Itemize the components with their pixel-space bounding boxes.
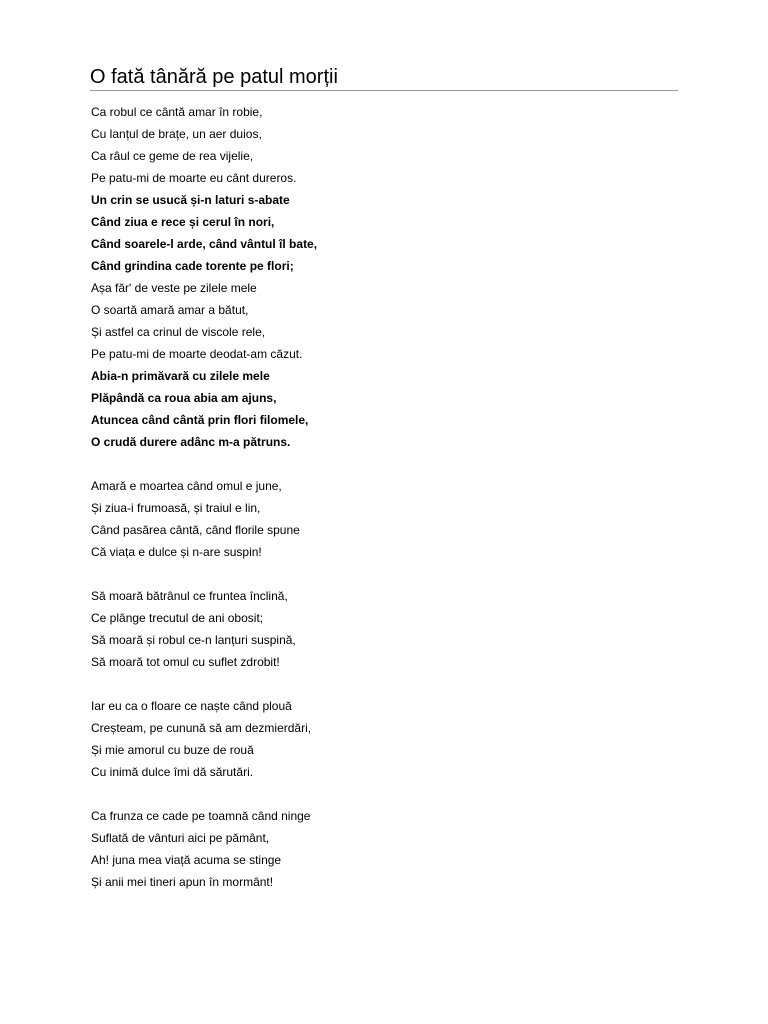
stanza [91,585,651,673]
poem-line: Și ziua-i frumoasă, și traiul e lin, [91,501,261,515]
stanza-gap [91,563,651,585]
stanza [91,805,651,893]
poem-line: Ca frunza ce cade pe toamnă când ninge [91,809,311,823]
poem-line: Ca râul ce geme de rea vijelie, [91,149,254,163]
poem-line: Plăpândă ca roua abia am ajuns, [91,391,277,405]
poem-line: Că viața e dulce și n-are suspin! [91,545,262,559]
poem-line: Atuncea când cântă prin flori filomele, [91,413,309,427]
poem-line: Creșteam, pe cunună să am dezmierdări, [91,721,312,735]
poem-line: Cu inimă dulce îmi dă sărutări. [91,765,254,779]
poem-line: Cu lanțul de brațe, un aer duios, [91,127,262,141]
poem-line: Amară e moartea când omul e june, [91,479,282,493]
poem-line: Să moară și robul ce-n lanțuri suspină, [91,633,296,647]
poem-line: Pe patu-mi de moarte eu cânt dureros. [91,171,297,185]
stanza-gap [91,453,651,475]
title-underline [90,90,678,91]
poem-line: Și astfel ca crinul de viscole rele, [91,325,266,339]
poem-line: Și mie amorul cu buze de rouă [91,743,254,757]
stanza [91,101,651,453]
poem-line: Să moară tot omul cu suflet zdrobit! [91,655,280,669]
poem-line: Și anii mei tineri apun în mormânt! [91,875,274,889]
poem-line: Să moară bătrânul ce fruntea înclină, [91,589,288,603]
poem-line: Abia-n primăvară cu zilele mele [91,369,270,383]
stanza-gap [91,783,651,805]
poem-line: Pe patu-mi de moarte deodat-am căzut. [91,347,303,361]
poem-title: O fată tânără pe patul morții [90,66,338,88]
stanza-gap [91,673,651,695]
poem-line: Un crin se usucă și-n laturi s-abate [91,193,290,207]
poem-line: Suflată de vânturi aici pe pământ, [91,831,270,845]
poem-line: Ce plânge trecutul de ani obosit; [91,611,264,625]
poem-line: Când ziua e rece și cerul în nori, [91,215,275,229]
stanza [91,695,651,783]
poem-line: Ca robul ce cântă amar în robie, [91,105,263,119]
poem-line: O soartă amară amar a bătut, [91,303,249,317]
poem-line: Când grindina cade torente pe flori; [91,259,294,273]
poem-line: Când soarele-l arde, când vântul îl bate, [91,237,318,251]
poem-body [91,101,651,893]
poem-line: Așa făr' de veste pe zilele mele [91,281,257,295]
stanza [91,475,651,563]
poem-line: O crudă durere adânc m-a pătruns. [91,435,291,449]
poem-line: Când pasărea cântă, când florile spune [91,523,300,537]
poem-line: Ah! juna mea viață acuma se stinge [91,853,282,867]
poem-line: Iar eu ca o floare ce naște când plouă [91,699,292,713]
